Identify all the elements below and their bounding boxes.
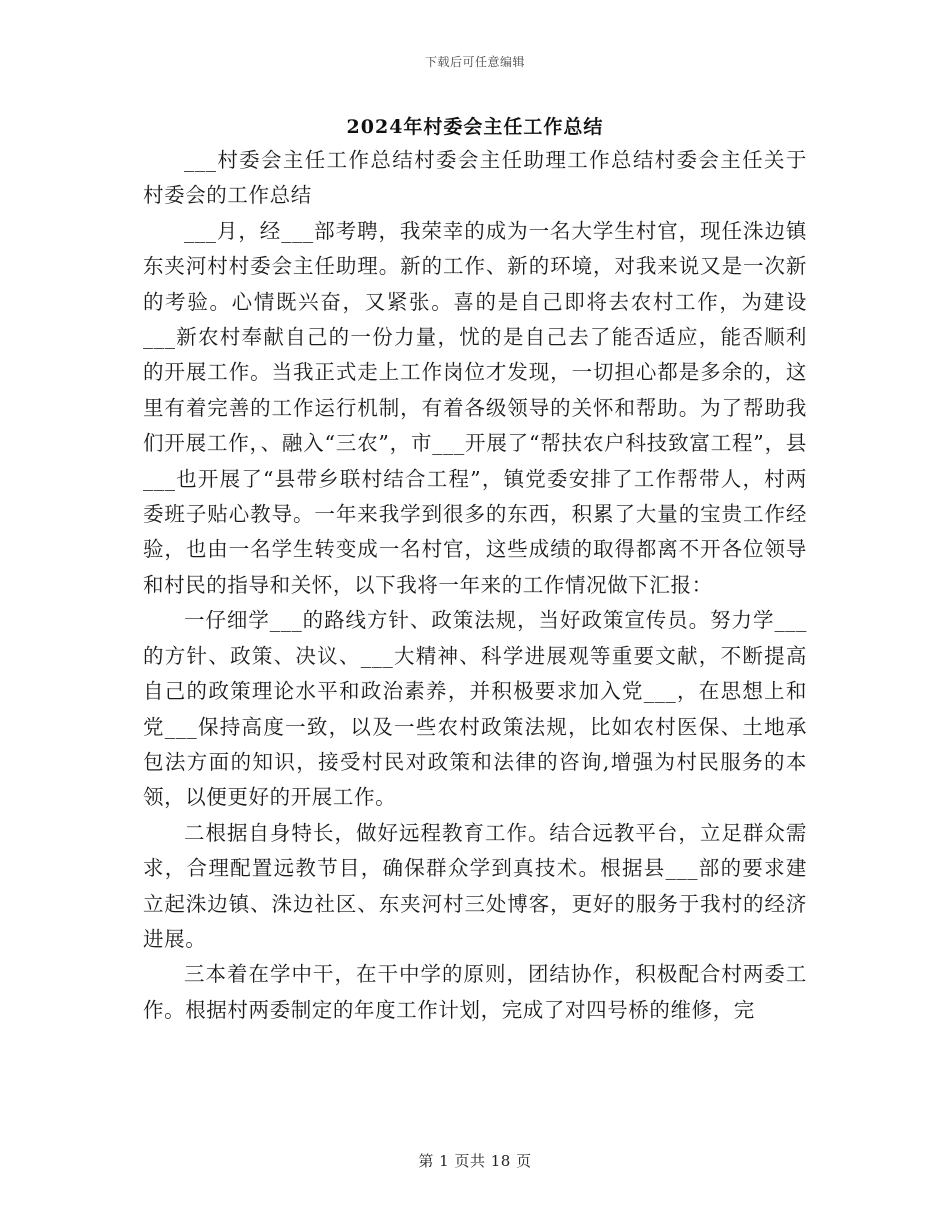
paragraph-section-two: 二根据自身特长，做好远程教育工作。结合远教平台，立足群众需求，合理配置远教节目，确保群众学到真技术。根据县___部的要求建立起洙边镇、洙边社区、东夹河村三处博客，更好的服务于我村的经济进展。 (143, 820, 807, 951)
paragraph-intro: ___村委会主任工作总结村委会主任助理工作总结村委会主任关于村委会的工作总结 (143, 148, 807, 208)
page-number: 第 1 页共 18 页 (418, 1152, 532, 1170)
document-body (143, 143, 807, 1028)
document-title: 2024年村委会主任工作总结 (346, 116, 604, 138)
header-note: 下载后可任意编辑 (424, 55, 525, 69)
paragraph-section-three: 三本着在学中干，在干中学的原则，团结协作，积极配合村两委工作。根据村两委制定的年度工作计划，完成了对四号桥的维修，完 (143, 962, 807, 1022)
paragraph-section-one: 一仔细学___的路线方针、政策法规，当好政策宣传员。努力学___的方针、政策、决议、___大精神、科学进展观等重要文献，不断提高自己的政策理论水平和政治素养，并积极要求加入党___，在思想上和党___保持高度一致，以及一些农村政策法规，比如农村医保、土地承包法方面的知识，接受村民对政策和法律的咨询,增强为村民服务的本领，以便更好的开展工作。 (143, 608, 807, 810)
paragraph-background: ___月，经___部考聘，我荣幸的成为一名大学生村官，现任洙边镇东夹河村村委会主任助理。新的工作、新的环境，对我来说又是一次新的考验。心情既兴奋，又紧张。喜的是自己即将去农村工作，为建设___新农村奉献自己的一份力量，忧的是自己去了能否适应，能否顺利的开展工作。当我正式走上工作岗位才发现，一切担心都是多余的，这里有着完善的工作运行机制，有着各级领导的关怀和帮助。为了帮助我们开展工作，、融入“三农”，市___开展了“帮扶农户科技致富工程”，县___也开展了“县带乡联村结合工程”，镇党委安排了工作帮带人，村两委班子贴心教导。一年来我学到很多的东西，积累了大量的宝贵工作经验，也由一名学生转变成一名村官，这些成绩的取得都离不开各位领导和村民的指导和关怀，以下我将一年来的工作情况做下汇报： (143, 218, 807, 597)
